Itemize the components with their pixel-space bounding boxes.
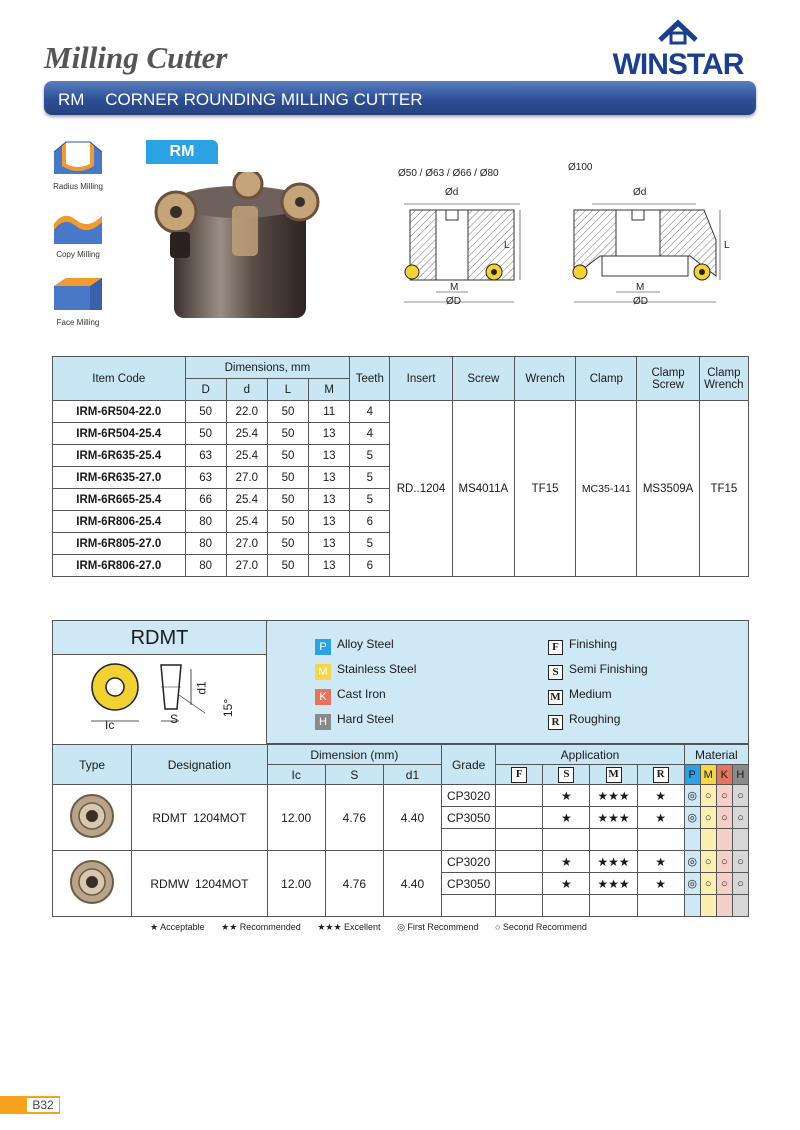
material-cell [716, 895, 732, 917]
rating-legend [150, 922, 601, 933]
col-s: S [325, 765, 383, 785]
col-clamp-screw: Clamp Screw [637, 357, 699, 401]
dimension-cell: 25.4 [226, 489, 267, 511]
material-cell: ○ [716, 851, 732, 873]
legend-semi-finishing-label: Semi Finishing [569, 662, 648, 676]
item-code-cell: IRM-6R635-25.4 [53, 445, 186, 467]
insert-ic-cell: 12.00 [267, 851, 325, 917]
badge-h: H [315, 714, 331, 730]
radius-milling-icon [48, 138, 108, 191]
product-tag: RM [146, 140, 218, 164]
dimension-cell: 22.0 [226, 401, 267, 423]
round-insert-icon [62, 857, 122, 907]
col-wrench: Wrench [514, 357, 575, 401]
dimension-cell: 4 [350, 401, 390, 423]
item-code-cell: IRM-6R665-25.4 [53, 489, 186, 511]
col-mat-h: H [732, 765, 748, 785]
col-screw: Screw [452, 357, 514, 401]
dimension-cell: 50 [267, 511, 308, 533]
col-ic: Ic [267, 765, 325, 785]
cutter-spec-table [52, 356, 749, 577]
material-cell [716, 829, 732, 851]
material-cell: ○ [716, 785, 732, 807]
material-cell: ○ [732, 851, 748, 873]
insert-row [53, 851, 749, 873]
designation-series: RDMW [150, 876, 190, 891]
badge-f: F [548, 640, 563, 655]
application-cell [543, 895, 590, 917]
legend-cast-iron [315, 687, 386, 705]
insert-s-cell: 4.76 [325, 785, 383, 851]
col-app-r [637, 765, 684, 785]
dimension-cell: 27.0 [226, 467, 267, 489]
dimension-cell: 27.0 [226, 555, 267, 577]
col-mat-k: K [716, 765, 732, 785]
diagram-right-D: ØD [633, 296, 648, 307]
dimension-cell: 50 [185, 423, 226, 445]
diagram-right-L: L [724, 240, 730, 251]
dimension-cell: 6 [350, 511, 390, 533]
grade-cell [442, 829, 496, 851]
insert-series-name: RDMT [53, 621, 267, 655]
dimension-cell: 80 [185, 511, 226, 533]
dimension-cell: 50 [267, 423, 308, 445]
legend-semi-finishing [548, 662, 648, 680]
insert-d1-cell: 4.40 [383, 785, 441, 851]
application-cell [543, 829, 590, 851]
app-s-badge: S [558, 767, 574, 783]
insert-photo [53, 785, 132, 851]
dimension-cell: 80 [185, 555, 226, 577]
dimension-cell: 25.4 [226, 423, 267, 445]
dimension-cell: 5 [350, 467, 390, 489]
copy-milling-label: Copy Milling [56, 250, 100, 259]
grade-cell: CP3050 [442, 807, 496, 829]
banner-title: CORNER ROUNDING MILLING CUTTER [105, 90, 423, 109]
dimension-cell: 50 [267, 467, 308, 489]
dimension-cell: 6 [350, 555, 390, 577]
page-title: Milling Cutter [44, 40, 228, 75]
material-cell: ○ [700, 785, 716, 807]
application-cell: ★ [637, 807, 684, 829]
item-code-cell: IRM-6R504-22.0 [53, 401, 186, 423]
material-cell [700, 895, 716, 917]
dimension-cell: 13 [309, 423, 350, 445]
legend-alloy-steel-label: Alloy Steel [337, 637, 394, 651]
dimension-cell: 13 [309, 533, 350, 555]
insert-row [53, 785, 749, 807]
insert-spec-table [52, 744, 749, 917]
app-r-badge: R [653, 767, 669, 783]
application-cell: ★ [543, 807, 590, 829]
dimension-cell: 5 [350, 533, 390, 555]
legend-acceptable: ★ Acceptable [150, 922, 205, 932]
diagram-left-d: Ød [445, 187, 459, 198]
designation-cell [132, 851, 267, 917]
grade-cell [442, 895, 496, 917]
item-code-cell: IRM-6R635-27.0 [53, 467, 186, 489]
col-teeth: Teeth [350, 357, 390, 401]
material-cell: ○ [700, 807, 716, 829]
material-cell: ○ [700, 851, 716, 873]
shared-wrench-cell: TF15 [514, 401, 575, 577]
application-cell [590, 895, 637, 917]
col-dimension: Dimension (mm) [267, 745, 441, 765]
section-banner [44, 81, 756, 115]
dimension-cell: 13 [309, 489, 350, 511]
application-cell: ★ [543, 785, 590, 807]
legend-finishing [548, 637, 617, 655]
col-app-f [496, 765, 543, 785]
legend-cast-iron-label: Cast Iron [337, 687, 386, 701]
dimension-cell: 13 [309, 511, 350, 533]
dimension-cell: 66 [185, 489, 226, 511]
col-type: Type [53, 745, 132, 785]
legend-recommended: ★★ Recommended [221, 922, 301, 932]
material-cell: ○ [716, 807, 732, 829]
designation-code: 1204MOT [195, 876, 249, 891]
col-L: L [267, 379, 308, 401]
cutter-table-body [53, 401, 749, 577]
sketch-d1: d1 [194, 681, 209, 695]
material-cell: ○ [700, 873, 716, 895]
material-cell: ○ [732, 807, 748, 829]
col-dimensions: Dimensions, mm [185, 357, 350, 379]
shared-clamp-screw-cell: MS3509A [637, 401, 699, 577]
cutter-diagram-large [566, 180, 726, 310]
application-cell: ★ [543, 873, 590, 895]
badge-m: M [315, 664, 331, 680]
grade-cell: CP3050 [442, 873, 496, 895]
cutter-row [53, 401, 749, 423]
application-cell: ★ [637, 873, 684, 895]
sketch-ic: Ic [105, 718, 115, 732]
dimension-cell: 63 [185, 467, 226, 489]
item-code-cell: IRM-6R504-25.4 [53, 423, 186, 445]
dimension-cell: 13 [309, 467, 350, 489]
shared-insert-cell: RD..1204 [390, 401, 452, 577]
col-material: Material [684, 745, 748, 765]
legend-medium-label: Medium [569, 687, 612, 701]
diagram-right-title: Ø100 [568, 162, 593, 173]
application-cell [637, 895, 684, 917]
legend-roughing-label: Roughing [569, 712, 621, 726]
badge-k: K [315, 689, 331, 705]
application-cell [496, 829, 543, 851]
application-cell [496, 851, 543, 873]
diagram-left-title: Ø50 / Ø63 / Ø66 / Ø80 [398, 168, 499, 179]
dimension-cell: 50 [267, 533, 308, 555]
diagram-right-M: M [636, 282, 645, 293]
banner-code: RM [58, 90, 85, 109]
sketch-angle: 15° [221, 698, 236, 718]
grade-cell: CP3020 [442, 785, 496, 807]
application-cell [496, 895, 543, 917]
legend-hard-steel-label: Hard Steel [337, 712, 394, 726]
dimension-cell: 11 [309, 401, 350, 423]
material-cell [684, 829, 700, 851]
col-item-code: Item Code [53, 357, 186, 401]
diagram-left-L: L [504, 240, 510, 251]
insert-d1-cell: 4.40 [383, 851, 441, 917]
col-M: M [309, 379, 350, 401]
face-milling-icon [48, 274, 108, 327]
insert-photo [53, 851, 132, 917]
material-cell: ○ [732, 785, 748, 807]
col-clamp: Clamp [576, 357, 637, 401]
application-cell: ★ [637, 851, 684, 873]
designation-series: RDMT [152, 810, 188, 825]
winstar-logo [598, 18, 758, 81]
item-code-cell: IRM-6R806-25.4 [53, 511, 186, 533]
application-cell: ★★★ [590, 785, 637, 807]
application-cell: ★ [543, 851, 590, 873]
material-cell: ◎ [684, 851, 700, 873]
application-cell: ★★★ [590, 851, 637, 873]
sketch-s: S [170, 712, 179, 726]
material-cell [732, 829, 748, 851]
application-cell: ★★★ [590, 807, 637, 829]
material-cell [684, 895, 700, 917]
dimension-cell: 5 [350, 489, 390, 511]
shared-screw-cell: MS4011A [452, 401, 514, 577]
col-app-m [590, 765, 637, 785]
app-f-badge: F [511, 767, 527, 783]
app-m-badge: M [606, 767, 622, 783]
material-cell: ◎ [684, 807, 700, 829]
col-D: D [185, 379, 226, 401]
dimension-cell: 4 [350, 423, 390, 445]
application-cell [496, 807, 543, 829]
legend-first-recommend: ◎ First Recommend [397, 922, 479, 932]
legend-medium [548, 687, 612, 705]
insert-table-body [53, 785, 749, 917]
material-cell [732, 895, 748, 917]
legend-excellent: ★★★ Excellent [317, 922, 381, 932]
dimension-cell: 5 [350, 445, 390, 467]
badge-r: R [548, 715, 563, 730]
col-insert: Insert [390, 357, 452, 401]
dimension-cell: 27.0 [226, 533, 267, 555]
material-cell: ○ [732, 873, 748, 895]
badge-medium: M [548, 690, 563, 705]
cutter-photo [150, 172, 330, 322]
dimension-cell: 80 [185, 533, 226, 555]
dimension-cell: 50 [267, 445, 308, 467]
application-cell: ★ [637, 785, 684, 807]
dimension-cell: 50 [267, 401, 308, 423]
round-insert-icon [62, 791, 122, 841]
diagram-left-M: M [450, 282, 459, 293]
application-cell [496, 873, 543, 895]
legend-alloy-steel [315, 637, 394, 655]
dimension-cell: 50 [185, 401, 226, 423]
badge-s: S [548, 665, 563, 680]
dimension-cell: 13 [309, 555, 350, 577]
legend-stainless-steel-label: Stainless Steel [337, 662, 417, 676]
dimension-cell: 25.4 [226, 511, 267, 533]
col-mat-p: P [684, 765, 700, 785]
material-cell: ◎ [684, 785, 700, 807]
col-app-s [543, 765, 590, 785]
col-mat-m: M [700, 765, 716, 785]
legend-stainless-steel [315, 662, 416, 680]
legend-roughing [548, 712, 620, 730]
dimension-cell: 63 [185, 445, 226, 467]
designation-cell [132, 785, 267, 851]
material-cell: ○ [716, 873, 732, 895]
insert-s-cell: 4.76 [325, 851, 383, 917]
dimension-cell: 50 [267, 555, 308, 577]
dimension-cell: 50 [267, 489, 308, 511]
legend-second-recommend: ○ Second Recommend [494, 922, 587, 932]
col-d1: d1 [383, 765, 441, 785]
grade-cell: CP3020 [442, 851, 496, 873]
item-code-cell: IRM-6R806-27.0 [53, 555, 186, 577]
face-milling-label: Face Milling [56, 318, 100, 327]
page-number: B32 [26, 1097, 60, 1113]
shared-clamp-wrench-cell: TF15 [699, 401, 748, 577]
application-cell [637, 829, 684, 851]
item-code-cell: IRM-6R805-27.0 [53, 533, 186, 555]
brand-name: WINSTAR [612, 48, 744, 81]
col-d: d [226, 379, 267, 401]
col-clamp-wrench: Clamp Wrench [699, 357, 748, 401]
dimension-cell: 25.4 [226, 445, 267, 467]
material-cell [700, 829, 716, 851]
insert-info-panel [52, 620, 749, 744]
col-application: Application [496, 745, 685, 765]
legend-finishing-label: Finishing [569, 637, 618, 651]
col-grade: Grade [442, 745, 496, 785]
dimension-cell: 13 [309, 445, 350, 467]
shared-clamp-cell: MC35-141 [576, 401, 637, 577]
application-cell: ★★★ [590, 873, 637, 895]
copy-milling-icon [48, 206, 108, 259]
diagram-left-D: ØD [446, 296, 461, 307]
application-cell [590, 829, 637, 851]
legend-hard-steel [315, 712, 394, 730]
designation-code: 1204MOT [193, 810, 247, 825]
material-cell: ◎ [684, 873, 700, 895]
logo-mark-icon [598, 18, 758, 52]
badge-p: P [315, 639, 331, 655]
diagram-right-d: Ød [633, 187, 647, 198]
radius-milling-label: Radius Milling [53, 182, 103, 191]
application-cell [496, 785, 543, 807]
insert-ic-cell: 12.00 [267, 785, 325, 851]
col-designation: Designation [132, 745, 267, 785]
